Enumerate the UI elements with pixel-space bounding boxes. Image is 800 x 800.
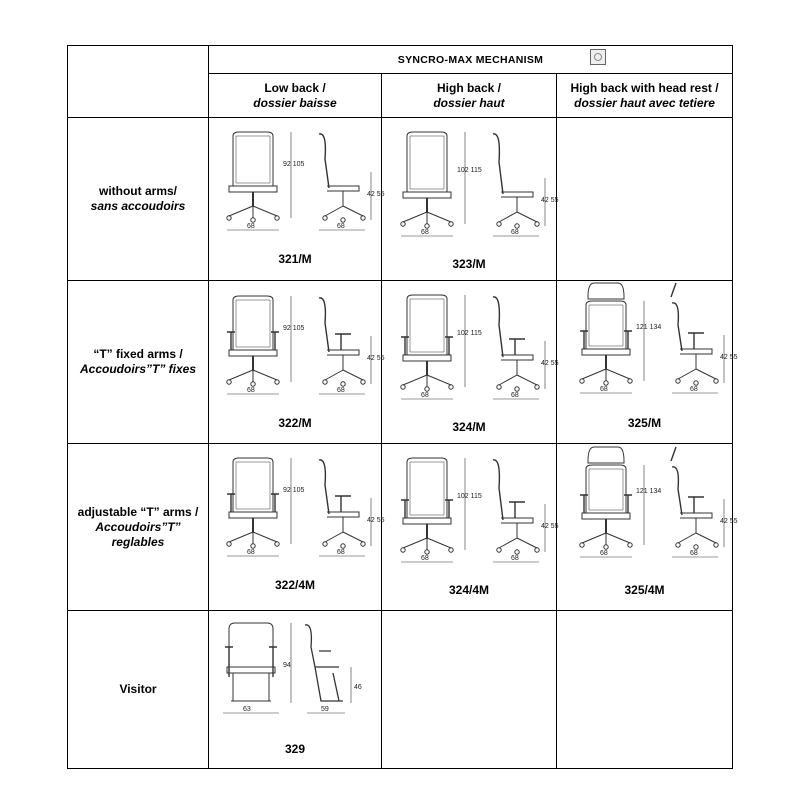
- visitor-seat: [227, 667, 275, 673]
- col-header-fr: dossier haut avec tetiere: [574, 95, 715, 110]
- seat-height-values: 42 55: [541, 523, 559, 530]
- caster: [497, 222, 501, 226]
- caster: [603, 545, 607, 549]
- caster: [675, 543, 679, 547]
- seat-outline: [229, 350, 277, 356]
- row-header-without-arms: [68, 118, 209, 281]
- col-header-head-rest: [557, 74, 733, 118]
- row-header-en: Visitor: [119, 682, 157, 696]
- cell-324m: [382, 281, 557, 444]
- side-headrest: [671, 447, 676, 461]
- cell-321m: [209, 118, 385, 281]
- height-dimension-values: 102 115: [457, 167, 482, 174]
- caster: [361, 380, 365, 384]
- visitor-chair-drawing: [215, 617, 375, 722]
- product-code: 325/4M: [624, 583, 665, 597]
- backrest-outline: [407, 132, 447, 192]
- seat-outline: [229, 512, 277, 518]
- armrests-front: [401, 337, 453, 355]
- depth-dimension-value: 68: [337, 549, 345, 556]
- height-dimension-values: 92 105: [283, 487, 305, 494]
- headrest-outline: [588, 283, 624, 299]
- seat-outline: [229, 186, 277, 192]
- col-header-en: Low back /: [264, 80, 326, 95]
- mechanism-title: SYNCRO-MAX MECHANISM: [397, 53, 544, 66]
- caster: [535, 548, 539, 552]
- row-header-fixed-arms: [68, 281, 209, 444]
- depth-dimension-value: 68: [511, 229, 519, 236]
- row-header-fr: Accoudoirs”T”: [95, 519, 181, 534]
- chair-drawing: [215, 124, 385, 239]
- backrest-inner: [410, 136, 444, 189]
- side-seat: [501, 518, 533, 523]
- star-base: [229, 370, 277, 382]
- side-base: [499, 197, 537, 222]
- cell-325-4m: [557, 444, 738, 611]
- certification-icon: [590, 49, 606, 65]
- chair-drawing: [560, 445, 738, 565]
- caster: [323, 542, 327, 546]
- visitor-side-frame: [305, 625, 343, 701]
- cell-322m: [209, 281, 385, 444]
- visitor-seat-height-value: 46: [354, 684, 362, 691]
- side-base: [499, 523, 537, 548]
- side-backrest: [493, 297, 503, 357]
- caster: [603, 381, 607, 385]
- seat-outline: [403, 192, 451, 198]
- caster: [401, 548, 405, 552]
- depth-dimension-value: 68: [337, 223, 345, 230]
- caster: [497, 548, 501, 552]
- width-dimension-value: 68: [599, 386, 608, 393]
- caster: [449, 385, 453, 389]
- side-seat: [501, 355, 533, 360]
- product-code: 323/M: [452, 257, 486, 271]
- visitor-frame: [231, 673, 271, 701]
- cell-322-4m: [209, 444, 385, 611]
- caster: [425, 224, 429, 228]
- height-dimension-values: 92 105: [283, 325, 305, 332]
- caster: [425, 550, 429, 554]
- backrest-outline: [407, 458, 447, 518]
- backrest-inner: [589, 469, 623, 510]
- armrests-front: [227, 332, 279, 350]
- visitor-height-value: 94: [283, 662, 291, 669]
- armrests-front: [401, 500, 453, 518]
- caster: [251, 382, 255, 386]
- product-code: 324/4M: [448, 583, 490, 597]
- backrest-inner: [236, 300, 270, 347]
- side-backrest: [493, 460, 503, 520]
- caster: [361, 542, 365, 546]
- cell-325m: [557, 281, 738, 444]
- chair-drawing: [389, 450, 559, 570]
- caster: [497, 385, 501, 389]
- cell-empty: [382, 611, 557, 769]
- caster: [515, 224, 519, 228]
- backrest-outline: [586, 465, 626, 513]
- row-header-visitor: [68, 611, 209, 769]
- product-matrix: [67, 45, 738, 769]
- width-dimension-value: 68: [421, 229, 429, 236]
- col-header-high-back: [382, 74, 557, 118]
- caster: [275, 542, 279, 546]
- star-base: [582, 369, 630, 381]
- height-dimension-values: 121 134: [635, 488, 661, 495]
- side-seat: [501, 192, 533, 197]
- caster: [515, 387, 519, 391]
- caster: [341, 218, 345, 222]
- cell-329: [209, 611, 382, 769]
- caster: [627, 543, 631, 547]
- caster: [227, 542, 231, 546]
- caster: [449, 548, 453, 552]
- side-armrest: [335, 496, 351, 512]
- side-backrest: [493, 134, 503, 194]
- caster: [535, 385, 539, 389]
- side-armrest: [509, 339, 525, 355]
- backrest-outline: [233, 296, 273, 350]
- caster: [627, 379, 631, 383]
- height-dimension-values: 92 105: [283, 161, 305, 168]
- chair-drawing: [389, 124, 559, 244]
- side-backrest: [319, 298, 329, 352]
- caster: [693, 545, 697, 549]
- chair-drawing: [215, 450, 385, 565]
- width-dimension-value: 68: [599, 550, 608, 557]
- caster: [341, 544, 345, 548]
- caster: [713, 379, 717, 383]
- col-header-en: High back /: [436, 80, 501, 95]
- seat-height-values: 42 55: [719, 354, 738, 361]
- row-header-fr: sans accoudoirs: [90, 199, 186, 213]
- seat-height-values: 42 55: [367, 517, 385, 524]
- side-seat: [327, 186, 359, 191]
- armrests-front: [580, 495, 632, 513]
- side-armrest: [335, 334, 351, 350]
- row-header-fr-2: reglables: [111, 534, 165, 549]
- caster: [401, 222, 405, 226]
- depth-dimension-value: 68: [337, 387, 345, 394]
- backrest-outline: [233, 458, 273, 512]
- chair-drawing: [389, 287, 559, 407]
- seat-height-values: 42 55: [367, 355, 385, 362]
- star-base: [403, 375, 451, 387]
- visitor-backrest: [229, 623, 273, 667]
- cell-324-4m: [382, 444, 557, 611]
- caster: [275, 380, 279, 384]
- width-dimension-value: 68: [247, 387, 255, 394]
- caster: [713, 543, 717, 547]
- side-seat: [327, 350, 359, 355]
- depth-dimension-value: 68: [511, 555, 519, 562]
- side-base: [325, 517, 363, 542]
- col-header-low-back: [209, 74, 382, 118]
- seat-height-values: 42 55: [367, 191, 385, 198]
- depth-dimension-value: 68: [689, 550, 698, 557]
- depth-dimension-value: 68: [689, 386, 698, 393]
- side-backrest: [319, 134, 329, 188]
- star-base: [229, 206, 277, 218]
- caster: [449, 222, 453, 226]
- visitor-width-value: 63: [243, 706, 251, 713]
- side-seat: [680, 349, 712, 354]
- caster: [425, 387, 429, 391]
- caster: [361, 216, 365, 220]
- side-base: [325, 355, 363, 380]
- backrest-inner: [410, 299, 444, 352]
- height-dimension-values: 121 134: [635, 324, 661, 331]
- caster: [227, 216, 231, 220]
- star-base: [403, 212, 451, 224]
- chair-drawing: [560, 281, 738, 401]
- side-seat: [327, 512, 359, 517]
- caster: [675, 379, 679, 383]
- seat-height-values: 42 55: [719, 518, 738, 525]
- row-header-fr: Accoudoirs”T” fixes: [79, 362, 197, 376]
- chair-drawing: [215, 288, 385, 403]
- side-seat: [680, 513, 712, 518]
- seat-outline: [403, 518, 451, 524]
- backrest-outline: [407, 295, 447, 355]
- caster: [401, 385, 405, 389]
- headrest-outline: [588, 447, 624, 463]
- caster: [275, 216, 279, 220]
- armrests-front: [580, 331, 632, 349]
- backrest-inner: [236, 136, 270, 183]
- side-armrest: [688, 497, 704, 513]
- width-dimension-value: 68: [247, 223, 255, 230]
- product-code: 329: [284, 742, 306, 756]
- side-backrest: [319, 460, 329, 514]
- side-base: [325, 191, 363, 216]
- row-header-en: “T” fixed arms /: [93, 347, 183, 361]
- row-header-en: adjustable “T” arms /: [77, 504, 199, 519]
- caster: [579, 379, 583, 383]
- side-armrest: [688, 333, 704, 349]
- seat-outline: [403, 355, 451, 361]
- caster: [535, 222, 539, 226]
- height-dimension-values: 102 115: [457, 493, 482, 500]
- side-base: [678, 354, 716, 379]
- armrests-front: [227, 494, 279, 512]
- mechanism-header: [209, 46, 733, 74]
- col-header-en: High back with head rest /: [570, 80, 719, 95]
- caster: [341, 382, 345, 386]
- side-backrest: [672, 467, 682, 515]
- side-headrest: [671, 283, 676, 297]
- visitor-depth-value: 59: [321, 706, 329, 713]
- product-code: 322/4M: [274, 578, 316, 592]
- backrest-inner: [236, 462, 270, 509]
- star-base: [582, 533, 630, 545]
- row-header-en: without arms/: [98, 184, 177, 198]
- corner-cell: [68, 46, 209, 118]
- seat-outline: [582, 349, 630, 355]
- height-dimension-values: 102 115: [457, 330, 482, 337]
- caster: [693, 381, 697, 385]
- depth-dimension-value: 68: [511, 392, 519, 399]
- product-code: 324/M: [452, 420, 486, 434]
- star-base: [229, 532, 277, 544]
- width-dimension-value: 68: [421, 555, 429, 562]
- seat-height-values: 42 55: [541, 360, 559, 367]
- caster: [227, 380, 231, 384]
- product-code: 321/M: [278, 252, 312, 266]
- seat-height-values: 42 55: [541, 197, 559, 204]
- side-base: [499, 360, 537, 385]
- product-code: 325/M: [627, 416, 662, 430]
- seat-outline: [582, 513, 630, 519]
- backrest-outline: [233, 132, 273, 186]
- star-base: [403, 538, 451, 550]
- width-dimension-value: 68: [247, 549, 255, 556]
- side-armrest: [509, 502, 525, 518]
- backrest-outline: [586, 301, 626, 349]
- side-base: [678, 518, 716, 543]
- caster: [515, 550, 519, 554]
- caster: [323, 380, 327, 384]
- col-header-fr: dossier haut: [433, 95, 505, 110]
- caster: [579, 543, 583, 547]
- caster: [251, 218, 255, 222]
- caster: [323, 216, 327, 220]
- backrest-inner: [410, 462, 444, 515]
- product-code: 322/M: [278, 416, 312, 430]
- caster: [251, 544, 255, 548]
- cell-empty: [557, 118, 733, 281]
- cell-323m: [382, 118, 557, 281]
- col-header-fr: dossier baisse: [253, 95, 337, 110]
- width-dimension-value: 68: [421, 392, 429, 399]
- row-header-adjustable-arms: [68, 444, 209, 611]
- cell-empty: [557, 611, 733, 769]
- backrest-inner: [589, 305, 623, 346]
- side-backrest: [672, 303, 682, 351]
